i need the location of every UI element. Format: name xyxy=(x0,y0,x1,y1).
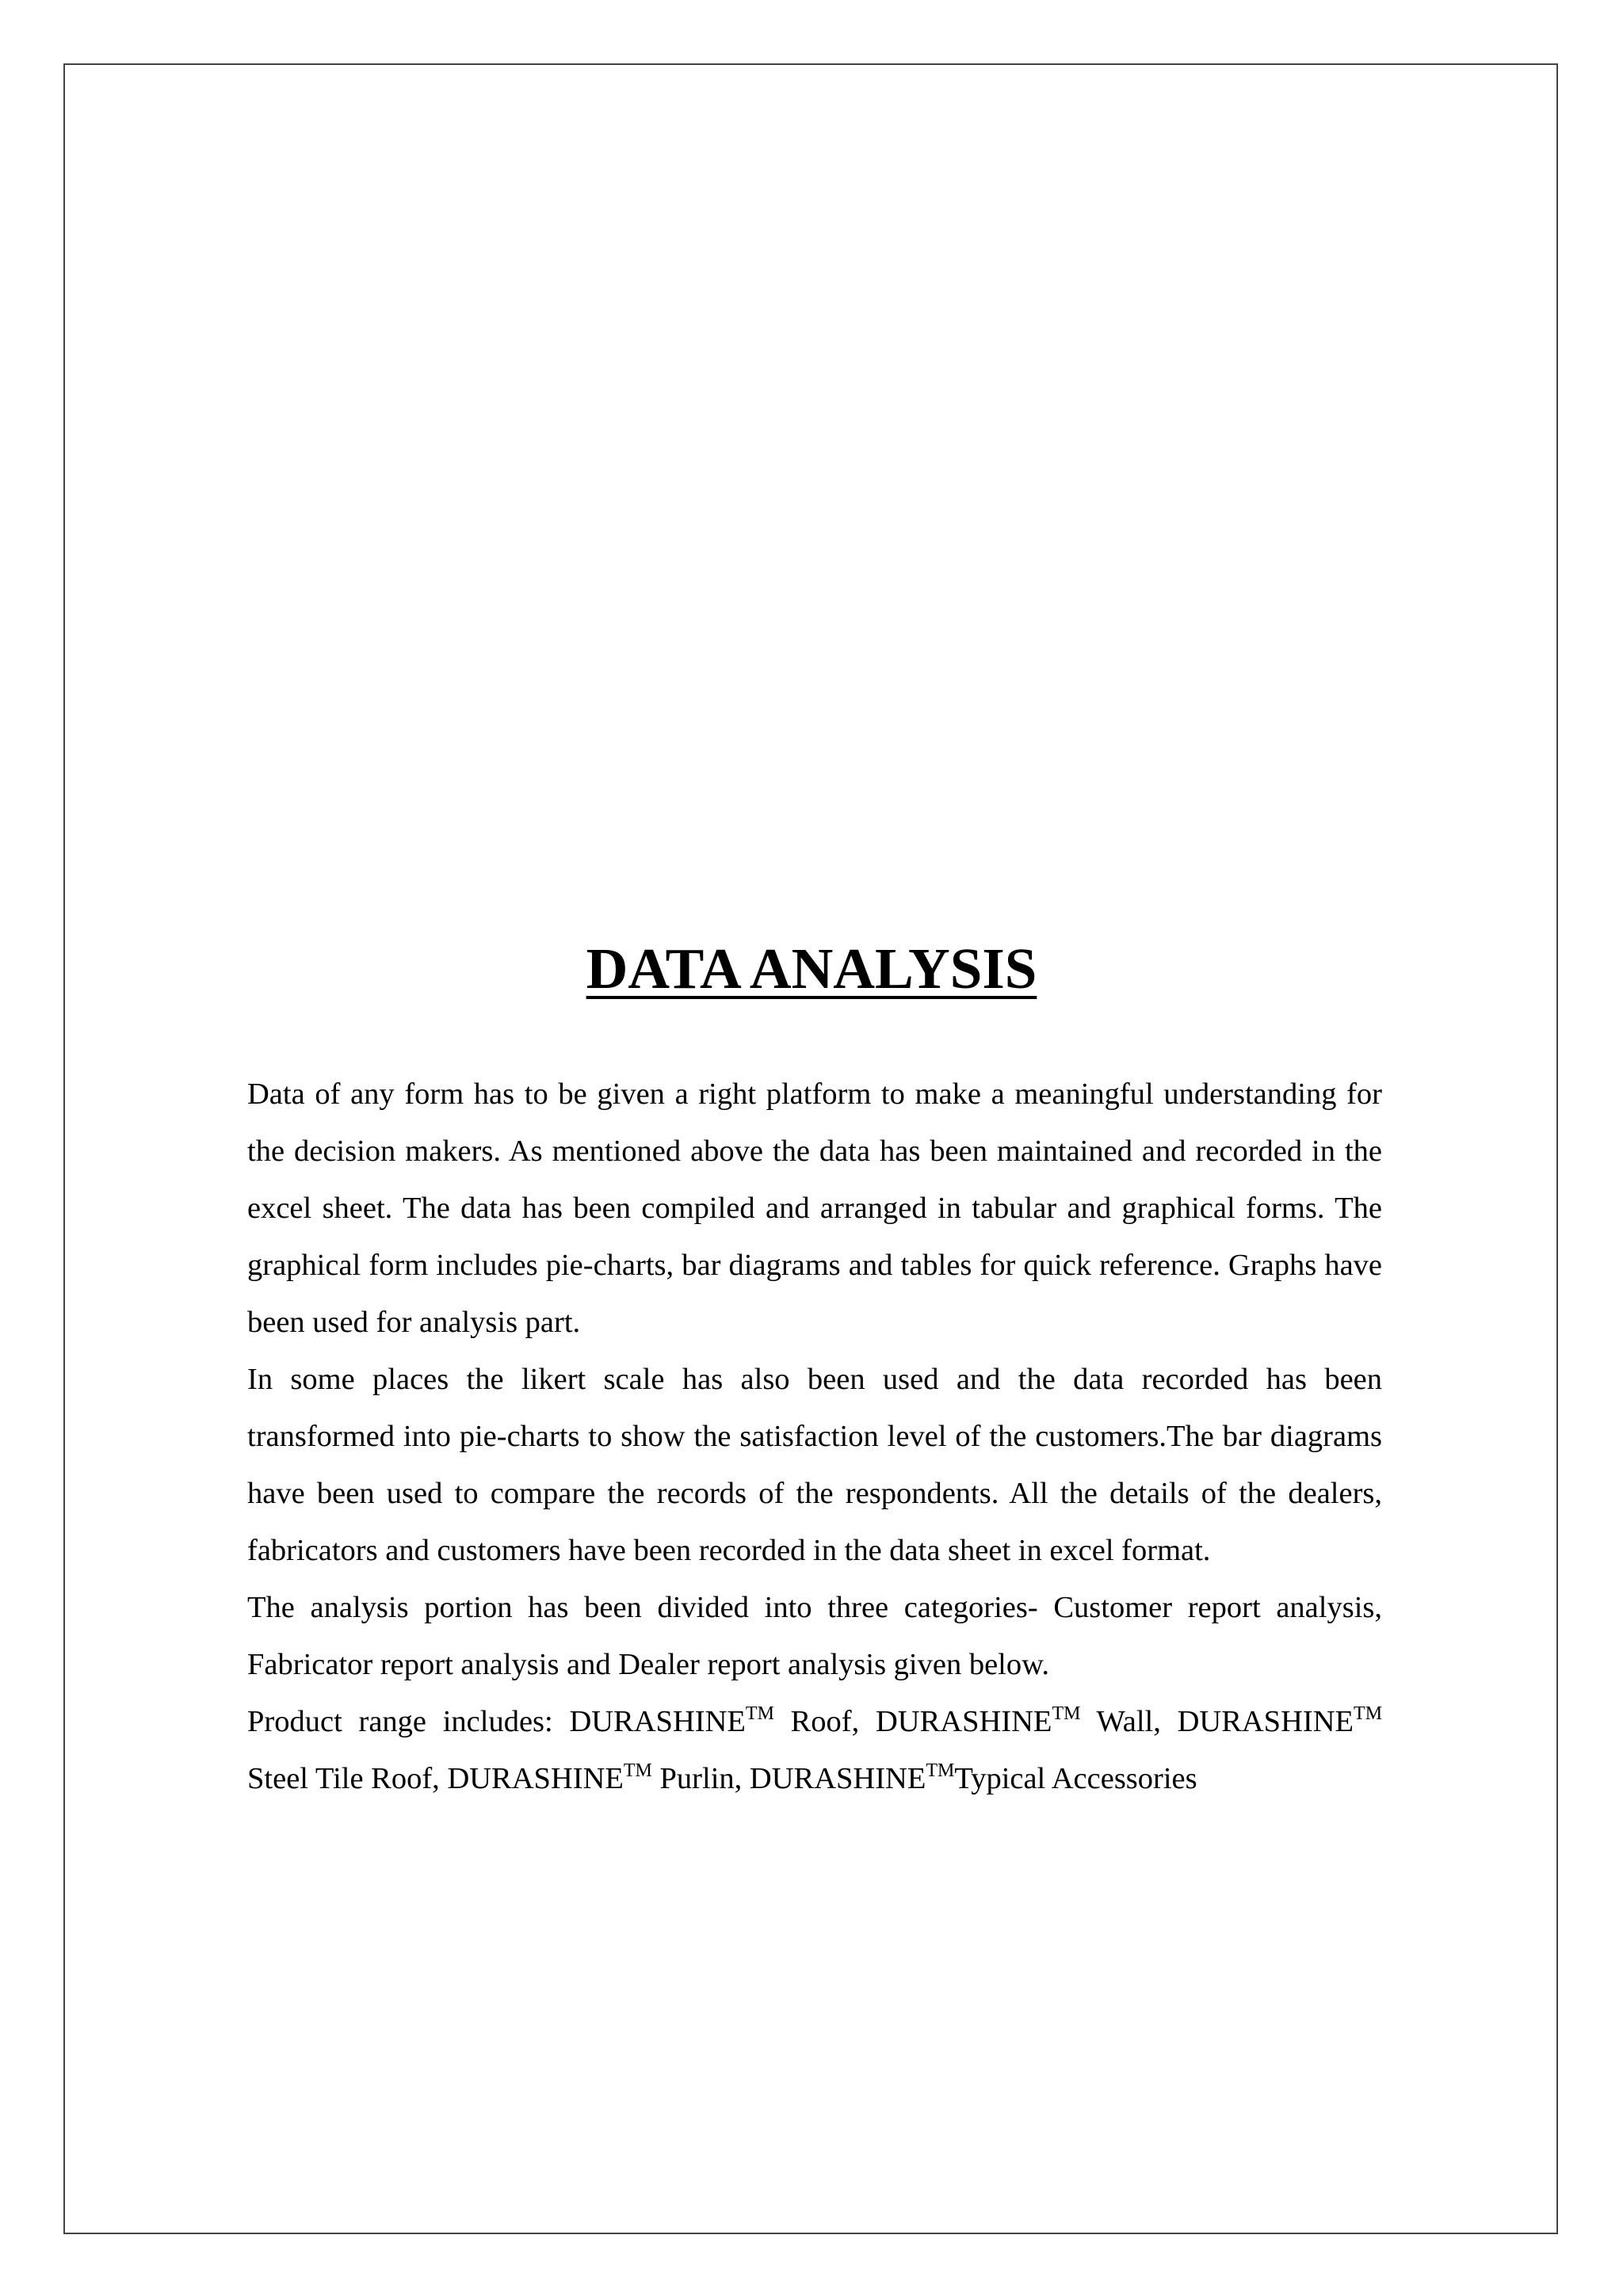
paragraph-categories: The analysis portion has been divided into three categories- Customer report analysis, Fabricator report analysis and Dealer report analysis given below. xyxy=(247,1591,1382,1681)
body-text xyxy=(247,1066,1382,1807)
product-item: DURASHINE™ Roof, xyxy=(569,1703,860,1738)
product-range-intro: Product range includes: xyxy=(247,1705,553,1738)
product-item: DURASHINE™ Purlin, xyxy=(447,1760,743,1795)
paragraph-likert: In some places the likert scale has also been used and the data recorded has been transformed into pie-charts to show the satisfaction level of the customers.The bar diagrams have been used to compare the records of the respondents. All the details of the dealers, fabricators and customers have been recorded in the data sheet in excel format. xyxy=(247,1363,1382,1567)
page-title: DATA ANALYSIS xyxy=(586,936,1037,1001)
product-item: DURASHINE™Typical Accessories xyxy=(749,1760,1197,1795)
paragraph-product-range xyxy=(247,1693,1382,1807)
product-item: DURASHINE™ Wall, xyxy=(876,1703,1161,1738)
paragraph-intro: Data of any form has to be given a right platform to make a meaningful understanding for the decision makers. As mentioned above the data has been maintained and recorded in the excel sheet. The data has been compiled and arranged in tabular and graphical forms. The graphical form includes pie-charts, bar diagrams and tables for quick reference. Graphs have been used for analysis part. xyxy=(247,1077,1382,1339)
product-item: DURASHINE™ Steel Tile Roof, xyxy=(247,1703,1383,1795)
